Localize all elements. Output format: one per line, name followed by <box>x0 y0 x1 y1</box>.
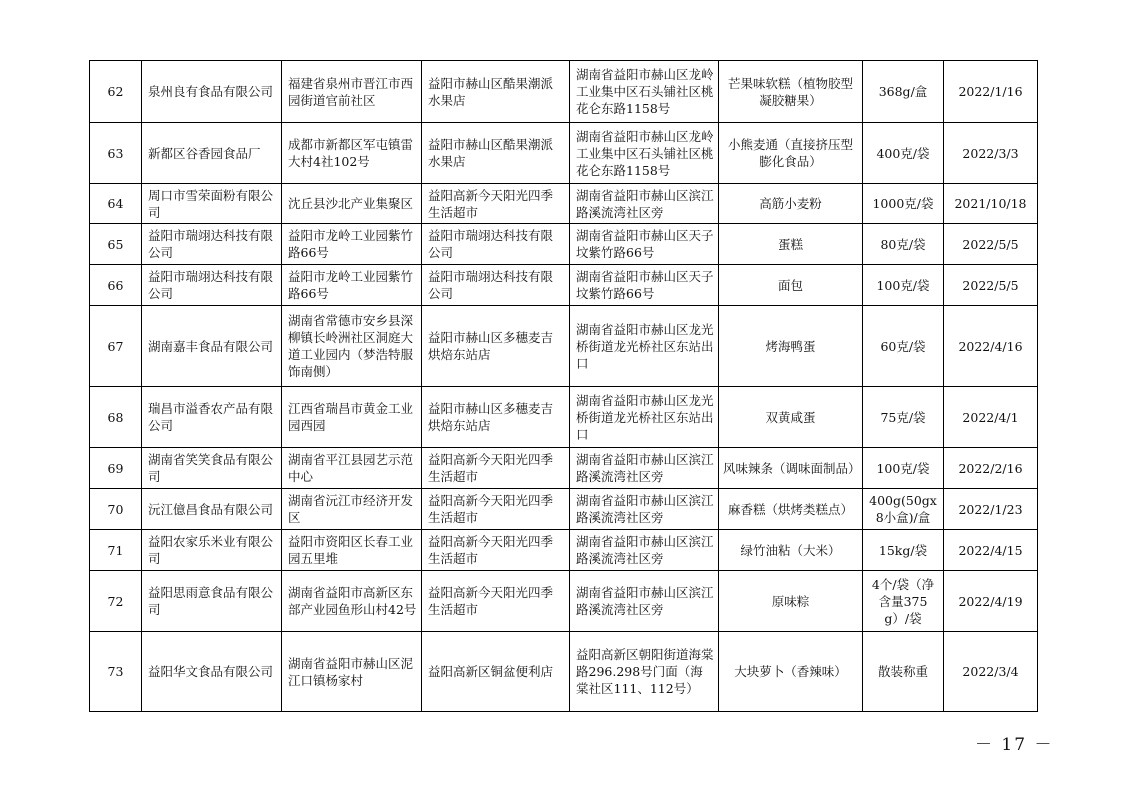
production-date: 2022/5/5 <box>944 224 1038 265</box>
production-date: 2022/4/1 <box>944 387 1038 448</box>
seller-name: 益阳市瑞翊达科技有限公司 <box>422 224 570 265</box>
seller-name: 益阳高新今天阳光四季生活超市 <box>422 489 570 530</box>
row-number: 71 <box>90 530 142 571</box>
product-name: 麻香糕（烘烤类糕点） <box>719 489 863 530</box>
product-name: 高筋小麦粉 <box>719 184 863 224</box>
producer-address: 湖南省沅江市经济开发区 <box>282 489 422 530</box>
seller-address: 湖南省益阳市赫山区龙光桥街道龙光桥社区东站出口 <box>570 387 719 448</box>
row-number: 69 <box>90 448 142 489</box>
seller-address: 湖南省益阳市赫山区龙岭工业集中区石头铺社区桃花仑东路1158号 <box>570 61 719 123</box>
product-name: 面包 <box>719 265 863 306</box>
seller-name: 益阳高新今天阳光四季生活超市 <box>422 571 570 632</box>
product-name: 双黄咸蛋 <box>719 387 863 448</box>
seller-address: 湖南省益阳市赫山区滨江路溪流湾社区旁 <box>570 530 719 571</box>
product-spec: 80克/袋 <box>863 224 944 265</box>
seller-address: 湖南省益阳市赫山区龙岭工业集中区石头铺社区桃花仑东路1158号 <box>570 123 719 184</box>
product-spec: 60克/袋 <box>863 306 944 387</box>
production-date: 2022/4/15 <box>944 530 1038 571</box>
seller-name: 益阳市赫山区酷果潮派水果店 <box>422 123 570 184</box>
seller-name: 益阳市赫山区多穗麦吉烘焙东站店 <box>422 387 570 448</box>
table-row <box>90 387 1038 448</box>
producer-address: 沈丘县沙北产业集聚区 <box>282 184 422 224</box>
producer-address: 湖南省益阳市赫山区泥江口镇杨家村 <box>282 632 422 712</box>
producer-name: 泉州良有食品有限公司 <box>142 61 282 123</box>
table-row <box>90 224 1038 265</box>
table-row <box>90 306 1038 387</box>
table-row <box>90 632 1038 712</box>
product-spec: 400克/袋 <box>863 123 944 184</box>
product-spec: 1000克/袋 <box>863 184 944 224</box>
producer-address: 益阳市龙岭工业园紫竹路66号 <box>282 224 422 265</box>
product-name: 烤海鸭蛋 <box>719 306 863 387</box>
table-row <box>90 489 1038 530</box>
row-number: 68 <box>90 387 142 448</box>
producer-name: 湖南嘉丰食品有限公司 <box>142 306 282 387</box>
production-date: 2022/3/4 <box>944 632 1038 712</box>
row-number: 64 <box>90 184 142 224</box>
production-date: 2022/4/16 <box>944 306 1038 387</box>
row-number: 67 <box>90 306 142 387</box>
producer-address: 江西省瑞昌市黄金工业园西园 <box>282 387 422 448</box>
seller-name: 益阳高新今天阳光四季生活超市 <box>422 448 570 489</box>
product-name: 芒果味软糕（植物胶型凝胶糖果） <box>719 61 863 123</box>
row-number: 62 <box>90 61 142 123</box>
product-spec: 100克/袋 <box>863 448 944 489</box>
producer-name: 益阳思雨意食品有限公司 <box>142 571 282 632</box>
product-name: 绿竹油粘（大米） <box>719 530 863 571</box>
row-number: 66 <box>90 265 142 306</box>
product-spec: 368g/盒 <box>863 61 944 123</box>
product-name: 大块萝卜（香辣味） <box>719 632 863 712</box>
product-spec: 4个/袋（净含量375g）/袋 <box>863 571 944 632</box>
seller-address: 湖南省益阳市赫山区滨江路溪流湾社区旁 <box>570 489 719 530</box>
seller-name: 益阳高新区铜盆便利店 <box>422 632 570 712</box>
product-spec: 75克/袋 <box>863 387 944 448</box>
product-spec: 400g(50gx8小盒)/盒 <box>863 489 944 530</box>
table-row <box>90 448 1038 489</box>
production-date: 2022/1/16 <box>944 61 1038 123</box>
seller-address: 湖南省益阳市赫山区滨江路溪流湾社区旁 <box>570 184 719 224</box>
row-number: 73 <box>90 632 142 712</box>
product-name: 蛋糕 <box>719 224 863 265</box>
seller-name: 益阳市赫山区酷果潮派水果店 <box>422 61 570 123</box>
production-date: 2022/5/5 <box>944 265 1038 306</box>
seller-address: 湖南省益阳市赫山区龙光桥街道龙光桥社区东站出口 <box>570 306 719 387</box>
producer-address: 福建省泉州市晋江市西园街道官前社区 <box>282 61 422 123</box>
product-name: 风味辣条（调味面制品） <box>719 448 863 489</box>
producer-address: 益阳市龙岭工业园紫竹路66号 <box>282 265 422 306</box>
seller-name: 益阳市瑞翊达科技有限公司 <box>422 265 570 306</box>
page-number: － 17 － <box>975 735 1054 755</box>
producer-name: 益阳华文食品有限公司 <box>142 632 282 712</box>
table-row <box>90 530 1038 571</box>
seller-name: 益阳市赫山区多穗麦吉烘焙东站店 <box>422 306 570 387</box>
producer-address: 益阳市资阳区长春工业园五里堆 <box>282 530 422 571</box>
production-date: 2022/4/19 <box>944 571 1038 632</box>
row-number: 70 <box>90 489 142 530</box>
producer-address: 湖南省益阳市高新区东部产业园鱼形山村42号 <box>282 571 422 632</box>
seller-address: 湖南省益阳市赫山区天子坟紫竹路66号 <box>570 224 719 265</box>
table-row <box>90 184 1038 224</box>
producer-name: 周口市雪荣面粉有限公司 <box>142 184 282 224</box>
production-date: 2022/1/23 <box>944 489 1038 530</box>
product-spec: 15kg/袋 <box>863 530 944 571</box>
seller-address: 湖南省益阳市赫山区天子坟紫竹路66号 <box>570 265 719 306</box>
product-spec: 散装称重 <box>863 632 944 712</box>
table-row <box>90 61 1038 123</box>
producer-name: 沅江億昌食品有限公司 <box>142 489 282 530</box>
producer-name: 益阳市瑞翊达科技有限公司 <box>142 224 282 265</box>
producer-name: 益阳市瑞翊达科技有限公司 <box>142 265 282 306</box>
production-date: 2022/3/3 <box>944 123 1038 184</box>
product-name: 小熊麦通（直接挤压型膨化食品） <box>719 123 863 184</box>
producer-name: 瑞昌市溢香农产品有限公司 <box>142 387 282 448</box>
producer-name: 湖南省笑笑食品有限公司 <box>142 448 282 489</box>
producer-name: 新都区谷香园食品厂 <box>142 123 282 184</box>
table-row <box>90 571 1038 632</box>
row-number: 65 <box>90 224 142 265</box>
producer-address: 湖南省常德市安乡县深柳镇长岭洲社区洞庭大道工业园内（梦浩特服饰南侧） <box>282 306 422 387</box>
sampling-table <box>89 60 1038 712</box>
seller-name: 益阳高新今天阳光四季生活超市 <box>422 530 570 571</box>
seller-address: 湖南省益阳市赫山区滨江路溪流湾社区旁 <box>570 571 719 632</box>
seller-name: 益阳高新今天阳光四季生活超市 <box>422 184 570 224</box>
production-date: 2022/2/16 <box>944 448 1038 489</box>
row-number: 72 <box>90 571 142 632</box>
seller-address: 湖南省益阳市赫山区滨江路溪流湾社区旁 <box>570 448 719 489</box>
producer-address: 成都市新都区军屯镇雷大村4社102号 <box>282 123 422 184</box>
product-name: 原味粽 <box>719 571 863 632</box>
producer-name: 益阳农家乐米业有限公司 <box>142 530 282 571</box>
seller-address: 益阳高新区朝阳街道海棠路296.298号门面（海棠社区111、112号） <box>570 632 719 712</box>
row-number: 63 <box>90 123 142 184</box>
product-spec: 100克/袋 <box>863 265 944 306</box>
table-row <box>90 123 1038 184</box>
producer-address: 湖南省平江县园艺示范中心 <box>282 448 422 489</box>
table-row <box>90 265 1038 306</box>
production-date: 2021/10/18 <box>944 184 1038 224</box>
